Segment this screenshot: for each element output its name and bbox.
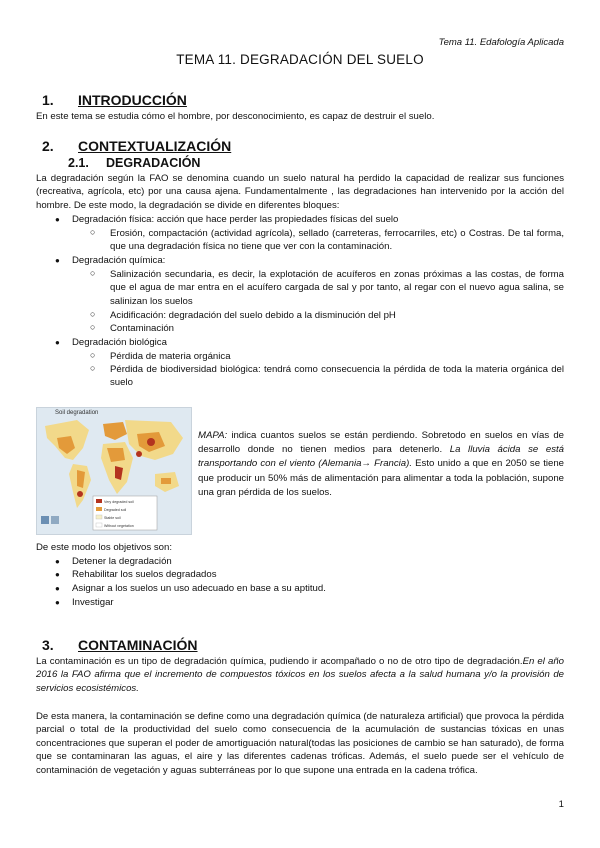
section-title: INTRODUCCIÓN: [78, 92, 187, 108]
section-2-heading: [36, 138, 231, 154]
page-title: TEMA 11. DEGRADACIÓN DEL SUELO: [176, 52, 424, 67]
section-3-heading: [36, 637, 198, 653]
subsection-title: DEGRADACIÓN: [106, 156, 201, 170]
section-title: CONTEXTUALIZACIÓN: [78, 138, 232, 154]
map-title: Soil degradation: [55, 410, 99, 416]
section-title: CONTAMINACIÓN: [78, 637, 198, 653]
subsection-heading: [68, 156, 200, 170]
page-number: 1: [558, 799, 564, 810]
map-legend-label: Stable soil: [104, 516, 121, 520]
section-number: 1.: [42, 92, 54, 108]
map-caption: MAPA: indica cuantos suelos se están perdiendo. Sobretodo en suelos en vías de desarrollo donde no tienen medios para detenerlo. La lluvia ácida se está transportando con el viento (Alemania→ Francia). Esto unido a que en 2050 se tiene que producir un 50% más de alimentación para alimentar a toda la población, supone una gran pérdida de los suelos.: [198, 430, 564, 498]
contamination-paragraph-2: De esta manera, la contaminación se define como una degradación química (de naturaleza artificial) que provoca la pérdida parcial o total de la productividad del suelo como consecuencia de la acumulación de sustancias tóxicas en unas concentraciones que superan el poder de amortiguación natural(todas las posiciones de cambio se han saturado), de forma que se contaminaran las aguas, el aire y las diferentes cadenas tróficas. Además, el suelo puede ser el vehículo de contaminación de vegetación y aguas subterráneas por lo que supone una entrada en la cadena trófica.: [36, 711, 564, 776]
section-number: 3.: [42, 637, 54, 653]
map-legend-label: Very degraded soil: [104, 500, 134, 504]
world-map-graphic: [37, 408, 191, 534]
soil-degradation-map: [36, 407, 192, 535]
map-legend-label: Without vegetation: [104, 524, 134, 528]
degradation-paragraph: La degradación según la FAO se denomina cuando un suelo natural ha perdido la capacidad de realizar sus funciones (recreativa, agrícola, etc) por una causa ajena. Fundamentalmente , las degradaciones han intervenido por la acción del hombre. De este modo, la degradación se divide en diferentes bloques:: [36, 173, 564, 211]
document-page: Tema 11. Edafología Aplicada TEMA 11. DEGRADACIÓN DEL SUELO 1. INTRODUCCIÓN En este tema se estudia cómo el hombre, por desconocimiento, es capaz de destruir el suelo. 2. CONTEXTUALIZACIÓN 2.1. DEGRADACIÓN La degradación según la FAO se denomina cuando un suelo natural ha perdido la capacidad de realizar sus funciones (recreativa, agrícola, etc) por una causa ajena. Fundamentalmente , las degradaciones han intervenido por la acción del hombre. De este modo, la degradación se divide en diferentes bloques: ● Degradación física: acción que hace perder las propiedades físicas del suelo ○ Erosión, compactación (actividad agrícola), sellado (carreteras, ferrocarriles, etc) o Costras. De tal forma, que una degradación física no tiene que ver con la contaminación. ● Degradación química: ○ Salinización secundaria, es decir, la explotación de acuíferos en zonas próximas a las costas, de forma que el agua de mar entra en el acuífero cargada de sal y por tanto, al regar con el nuevo agua salina, se salinizan los suelos ○ Acidificación: degradación del suelo debido a la disminución del pH ○ Contaminación ● Degradación biológica ○ Pérdida de materia orgánica ○ Pérdida de biodiversidad biológica: tendrá como consecuencia la pérdida de toda la materia orgánica del suelo Very degraded soil Degraded soil Stable soil Without vegetation Soil degradation MAPA: indica cuantos suelos se están perdiendo. Sobretodo en suelos en vías de desarrollo donde no tienen medios para detenerlo. La lluvia ácida se está transportando con el viento (Alemania→ Francia). Esto unido a que en 2050 se tiene que producir un 50% más de alimentación para alimentar a toda la población, supone una gran pérdida de los suelos. De este modo los objetivos son: ● Detener la degradación ● Rehabilitar los suelos degradados ● Asignar a los suelos un uso adecuado en base a su aptitud. ● Investigar 3. CONTAMINACIÓN La contaminación es un tipo de degradación química, pudiendo ir acompañado o no de otro tipo de degradación.En el año 2016 la FAO afirma que el incremento de compuestos tóxicos en los suelos afecta a la salud humana y/o la provisión de servicios ecosistémicos. De esta manera, la contaminación se define como una degradación química (de naturaleza artificial) que provoca la pérdida parcial o total de la productividad del suelo como consecuencia de la acumulación de sustancias tóxicas en unas concentraciones que superan el poder de amortiguación natural(todas las posiciones de cambio se han saturado), de forma que se contaminaran las aguas, el aire y las diferentes cadenas tróficas. Además, el suelo puede ser el vehículo de contaminación de vegetación y aguas subterráneas por lo que supone una entrada en la cadena trófica. 1: [0, 0, 600, 848]
objectives-intro: De este modo los objetivos son:: [36, 542, 172, 553]
section-1-heading: [36, 92, 187, 108]
intro-paragraph: En este tema se estudia cómo el hombre, por desconocimiento, es capaz de destruir el suelo.: [36, 111, 435, 122]
running-header: Tema 11. Edafología Aplicada: [438, 37, 564, 48]
section-number: 2.: [42, 138, 54, 154]
map-legend-label: Degraded soil: [104, 508, 127, 512]
contamination-paragraph-1: La contaminación es un tipo de degradación química, pudiendo ir acompañado o no de otro tipo de degradación.En el año 2016 la FAO afirma que el incremento de compuestos tóxicos en los suelos afecta a la salud humana y/o la provisión de servicios ecosistémicos.: [36, 656, 564, 694]
map-caption-lead: MAPA:: [198, 430, 228, 441]
subsection-number: 2.1.: [68, 156, 89, 170]
